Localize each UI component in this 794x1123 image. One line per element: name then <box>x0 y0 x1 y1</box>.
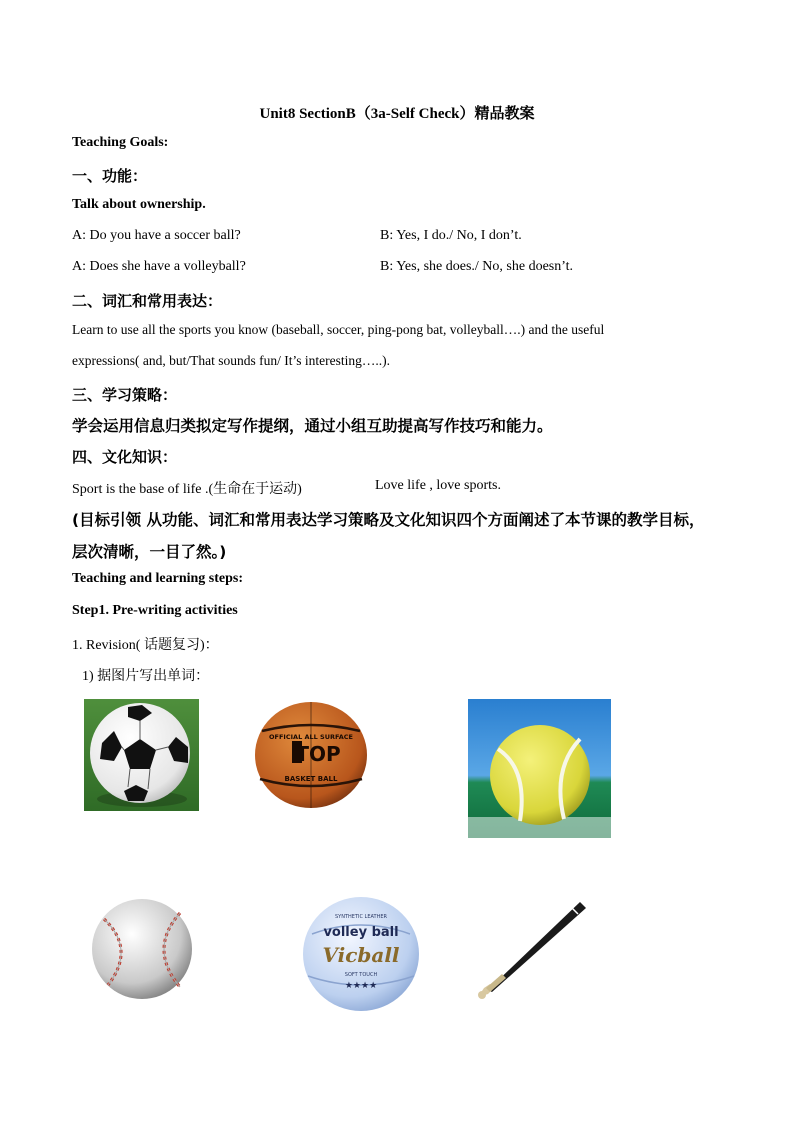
dialog-1-b: B: Yes, I do./ No, I don’t. <box>380 228 522 243</box>
baseball-icon <box>90 897 194 1001</box>
tennis-ball-icon <box>468 699 611 838</box>
svg-text:★★★★: ★★★★ <box>344 981 378 991</box>
volleyball-top-text: SYNTHETIC LEATHER <box>335 914 387 920</box>
document-title: Unit8 SectionB（3a-Self Check）精品教案 <box>259 106 535 122</box>
basketball-brand-text: TOP <box>295 742 341 766</box>
vocab-line-2: expressions( and, but/That sounds fun/ It’s interesting…..). <box>72 353 390 368</box>
culture-text-b: Love life , love sports. <box>375 478 501 493</box>
steps-heading: Teaching and learning steps: <box>72 571 244 586</box>
section-3-heading: 三、学习策略： <box>72 386 178 404</box>
basketball-icon <box>254 701 369 809</box>
dialog-2-a: A: Does she have a volleyball? <box>72 259 246 274</box>
section-4-heading: 四、文化知识： <box>72 448 178 466</box>
culture-text-a: Sport is the base of life .(生命在于运动) <box>72 482 302 497</box>
vocab-line-1: Learn to use all the sports you know (baseball, soccer, ping-pong bat, volleyball….) and the useful <box>72 322 605 337</box>
teaching-goals-heading: Teaching Goals: <box>72 135 169 150</box>
basketball-mid-text: BASKET BALL <box>284 775 338 783</box>
sub-item-1: 1) 据图片写出单词： <box>82 669 210 684</box>
baseball-bat-icon <box>476 896 588 1002</box>
volleyball-icon <box>302 896 420 1012</box>
volleyball-label-1: volley ball <box>323 925 399 940</box>
note-line-2: 层次清晰，一目了然。) <box>72 543 227 561</box>
volleyball-label-2: Vicball <box>322 943 400 967</box>
section-1-heading: 一、功能： <box>72 167 148 185</box>
dialog-1-a: A: Do you have a soccer ball? <box>72 228 241 243</box>
dialog-2-b: B: Yes, she does./ No, she doesn’t. <box>380 259 574 274</box>
basketball-top-text: OFFICIAL ALL SURFACE <box>269 733 353 741</box>
talk-ownership: Talk about ownership. <box>72 197 206 212</box>
volleyball-bottom-text: SOFT TOUCH <box>344 972 378 978</box>
strategy-text: 学会运用信息归类拟定写作提纲，通过小组互助提高写作技巧和能力。 <box>72 417 553 435</box>
note-line-1: (目标引领 从功能、词汇和常用表达学习策略及文化知识四个方面阐述了本节课的教学目标， <box>72 511 705 529</box>
revision-line: 1. Revision( 话题复习)： <box>72 638 219 653</box>
step-1-heading: Step1. Pre-writing activities <box>72 603 238 618</box>
section-2-heading: 二、词汇和常用表达： <box>72 292 223 310</box>
soccer-ball-icon <box>84 699 199 811</box>
